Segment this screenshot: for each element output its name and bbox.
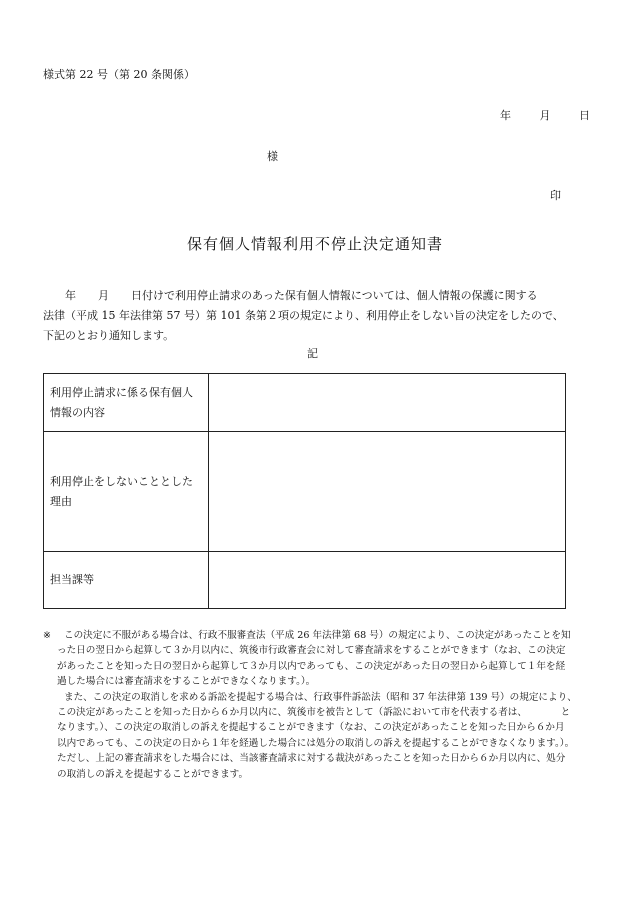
body-line: 法律（平成 15 年法律第 57 号）第 101 条第２項の規定により、利用停止をしない旨の決定をしたので、 [43, 309, 564, 322]
note-mark: ※ [43, 630, 52, 641]
table-row [44, 552, 566, 609]
note-paragraph [57, 628, 593, 690]
note-line: 以内であっても、この決定の日から１年を経過した場合には処分の取消しの訴えを提起することができなくなります。）。 [57, 737, 575, 749]
note-line: った日の翌日から起算して３か月以内に、筑後市行政審査会に対して審査請求をすることができます（なお、この決定 [57, 645, 566, 657]
table-value[interactable] [209, 432, 566, 552]
note-line: この決定に不服がある場合は、行政不服審査法（平成 26 年法律第 68 号）の規定により、この決定があったことを知 [64, 630, 571, 641]
body-line: 年 月 日付けで利用停止請求のあった保有個人情報については、個人情報の保護に関する [43, 289, 538, 302]
table-label [44, 552, 209, 609]
date-year: 年 [500, 109, 511, 122]
body-line: 下記のとおり通知します。 [43, 329, 175, 342]
table-label [44, 432, 209, 552]
table-label [44, 374, 209, 432]
decision-table [43, 373, 566, 609]
label-line: 担当課等 [50, 573, 94, 586]
note-line: ただし、上記の審査請求をした場合には、当該審査請求に対する裁決があったことを知った日から６か月以内に、処分 [57, 753, 566, 765]
date-line [500, 107, 590, 123]
note-paragraph [57, 690, 593, 782]
table-value[interactable] [209, 552, 566, 609]
document-title: 保有個人情報利用不停止決定通知書 [186, 235, 443, 253]
appeal-note [43, 628, 593, 782]
note-line: があったことを知った日の翌日から起算して３か月以内であっても、この決定があった日の翌日から起算して１年を経 [57, 660, 566, 672]
form-number: 様式第 22 号（第 20 条関係） [43, 68, 195, 81]
note-line: なります。）、この決定の取消しの訴えを提起することができます（なお、この決定があったことを知った日から６か月 [57, 722, 565, 734]
label-line: 利用停止をしないこととした [50, 474, 193, 488]
seal-mark: 印 [550, 189, 561, 202]
label-line: 理由 [50, 494, 72, 508]
note-line: の取消しの訴えを提起することができます。 [57, 768, 249, 780]
table-row [44, 432, 566, 552]
body-paragraph [43, 286, 588, 346]
note-line: また、この決定の取消しを求める訴訟を提起する場合は、行政事件訴訟法（昭和 37 年法律第 139 号）の規定により、 [64, 691, 577, 703]
label-line: 情報の内容 [50, 405, 105, 419]
addressee-suffix: 様 [267, 150, 278, 163]
label-line: 利用停止請求に係る保有個人 [50, 385, 193, 399]
note-line: この決定があったことを知った日から６か月以内に、筑後市を被告として（訴訟において市を代表する者は、 と [57, 707, 571, 719]
ki-heading: 記 [307, 347, 318, 360]
date-month: 月 [539, 109, 551, 122]
note-line: 過した場合には審査請求をすることができなくなります。）。 [57, 676, 316, 688]
date-day: 日 [579, 109, 590, 122]
table-row [44, 374, 566, 432]
table-value[interactable] [209, 374, 566, 432]
